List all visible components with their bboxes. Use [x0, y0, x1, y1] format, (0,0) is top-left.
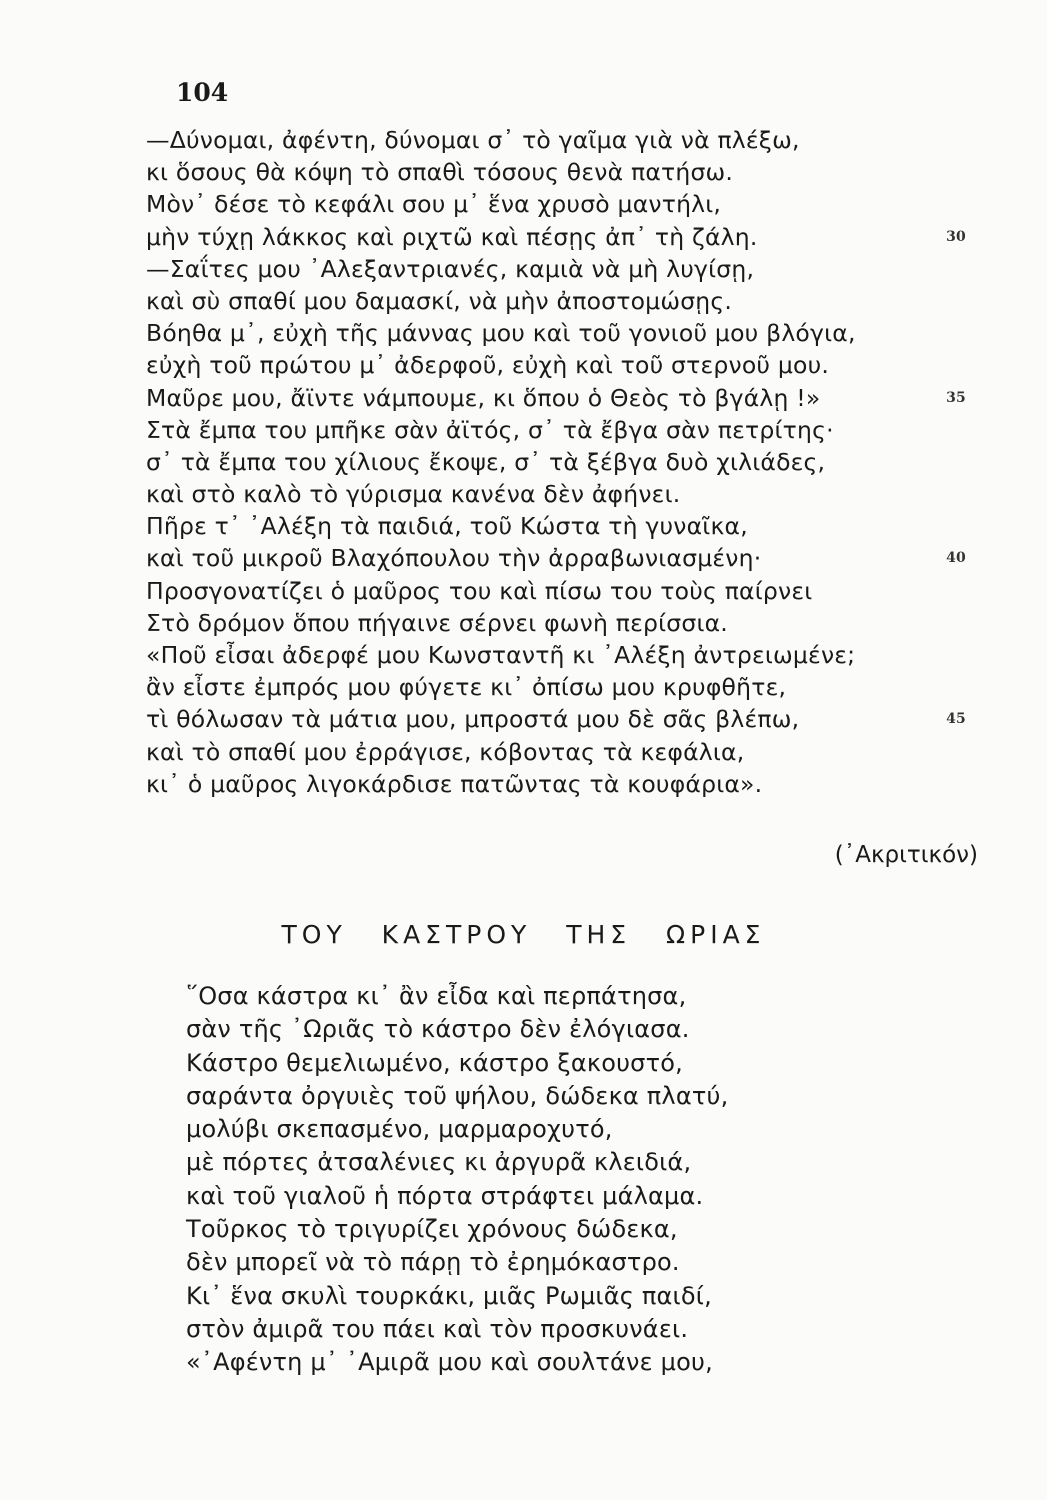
poem-line: «Ποῦ εἶσαι ἀδερφέ μου Κωνσταντῆ κι ᾿Αλέξη ἀντρειωμένε;	[146, 641, 856, 669]
poem-line: καὶ τοῦ μικροῦ Βλαχόπουλου τὴν ἀρραβωνιασμένη· 40	[146, 542, 966, 574]
section-title: ΤΟΥ ΚΑΣΤΡΟΥ ΤΗΣ ΩΡΙΑΣ	[281, 920, 766, 949]
poem-line: κι᾿ ὁ μαῦρος λιγοκάρδισε πατῶντας τὰ κουφάρια».	[146, 769, 763, 798]
poem-line: Τοῦρκος τὸ τριγυρίζει χρόνους δώδεκα,	[186, 1215, 678, 1244]
poem-line: καὶ τοῦ γιαλοῦ ἡ πόρτα στράφτει μάλαμα.	[186, 1181, 704, 1210]
poem-line: Κάστρο θεμελιωμένο, κάστρο ξακουστό,	[186, 1048, 683, 1077]
poem-line: —Δύνομαι, ἀφέντη, δύνομαι σ᾿ τὸ γαῖμα γιὰ νὰ πλέξω,	[146, 126, 800, 154]
poem-line: Πῆρε τ᾿ ᾿Αλέξη τὰ παιδιά, τοῦ Κώστα τὴ γυναῖκα,	[146, 512, 748, 541]
line-number: 35	[946, 389, 966, 406]
poem-line: Μὸν᾿ δέσε τὸ κεφάλι σου μ᾿ ἕνα χρυσὸ μαντήλι,	[146, 190, 722, 219]
poem-line: Βόηθα μ᾿, εὐχὴ τῆς μάννας μου καὶ τοῦ γονιοῦ μου βλόγια,	[146, 319, 856, 348]
poem-line: μὴν τύχῃ λάκκος καὶ ριχτῶ καὶ πέσῃς ἀπ᾿ τὴ ζάλη. 30	[146, 221, 966, 253]
poem-line: Στὰ ἔμπα του μπῆκε σὰν ἀϊτός, σ᾿ τὰ ἔβγα σὰν πετρίτης·	[146, 415, 834, 444]
poem-line: καὶ τὸ σπαθί μου ἐρράγισε, κόβοντας τὰ κεφάλια,	[146, 737, 745, 766]
line-number: 45	[946, 711, 966, 728]
poem-akritiko	[146, 124, 966, 800]
page-number: 104	[176, 78, 229, 107]
poem-line: καὶ σὺ σπαθί μου δαμασκί, νὰ μὴν ἀποστομώσῃς.	[146, 286, 733, 315]
poem-line: Μαῦρε μου, ἄϊντε νάμπουμε, κι ὅπου ὁ Θεὸς τὸ βγάλῃ !» 35	[146, 382, 966, 414]
poem-line: —Σαΐτες μου ᾿Αλεξαντριανές, καμιὰ νὰ μὴ λυγίσῃ,	[146, 254, 755, 283]
poem-line: στὸν ἀμιρᾶ του πάει καὶ τὸν προσκυνάει.	[186, 1314, 689, 1343]
poem-line: μολύβι σκεπασμένο, μαρμαροχυτό,	[186, 1115, 613, 1144]
poem-line: μὲ πόρτες ἀτσαλένιες κι ἀργυρᾶ κλειδιά,	[186, 1148, 692, 1177]
poem-attribution: (᾿Ακριτικόν)	[834, 842, 978, 868]
poem-line: σαράντα ὀργυιὲς τοῦ ψήλου, δώδεκα πλατύ,	[186, 1081, 729, 1110]
poem-kastro-orias	[186, 980, 886, 1380]
poem-line: ἂν εἶστε ἐμπρός μου φύγετε κι᾿ ὀπίσω μου κρυφθῆτε,	[146, 673, 787, 702]
poem-line: σὰν τῆς ᾿Ωριᾶς τὸ κάστρο δὲν ἐλόγιασα.	[186, 1015, 690, 1044]
poem-line: καὶ στὸ καλὸ τὸ γύρισμα κανένα δὲν ἀφήνει.	[146, 480, 681, 509]
poem-line: τὶ θόλωσαν τὰ μάτια μου, μπροστά μου δὲ σᾶς βλέπω, 45	[146, 703, 966, 735]
poem-line: εὐχὴ τοῦ πρώτου μ᾿ ἀδερφοῦ, εὐχὴ καὶ τοῦ στερνοῦ μου.	[146, 351, 830, 380]
poem-line: Προσγονατίζει ὁ μαῦρος του καὶ πίσω του τοὺς παίρνει	[146, 576, 813, 605]
poem-line: Στὸ δρόμον ὅπου πήγαινε σέρνει φωνὴ περίσσια.	[146, 608, 728, 637]
line-number: 30	[946, 228, 966, 245]
poem-line: «᾿Αφέντη μ᾿ ᾿Αμιρᾶ μου καὶ σουλτάνε μου,	[186, 1348, 713, 1377]
poem-line: Κι᾿ ἕνα σκυλὶ τουρκάκι, μιᾶς Ρωμιᾶς παιδί,	[186, 1281, 712, 1310]
poem-line: κι ὅσους θὰ κόψη τὸ σπαθὶ τόσους θενὰ πατήσω.	[146, 158, 734, 187]
line-number: 40	[946, 550, 966, 567]
poem-line: ῞Οσα κάστρα κι᾿ ἂν εἶδα καὶ περπάτησα,	[186, 982, 687, 1010]
poem-line: δὲν μπορεῖ νὰ τὸ πάρῃ τὸ ἐρημόκαστρο.	[186, 1248, 680, 1277]
poem-line: σ᾿ τὰ ἔμπα του χίλιους ἔκοψε, σ᾿ τὰ ξέβγα δυὸ χιλιάδες,	[146, 447, 826, 476]
